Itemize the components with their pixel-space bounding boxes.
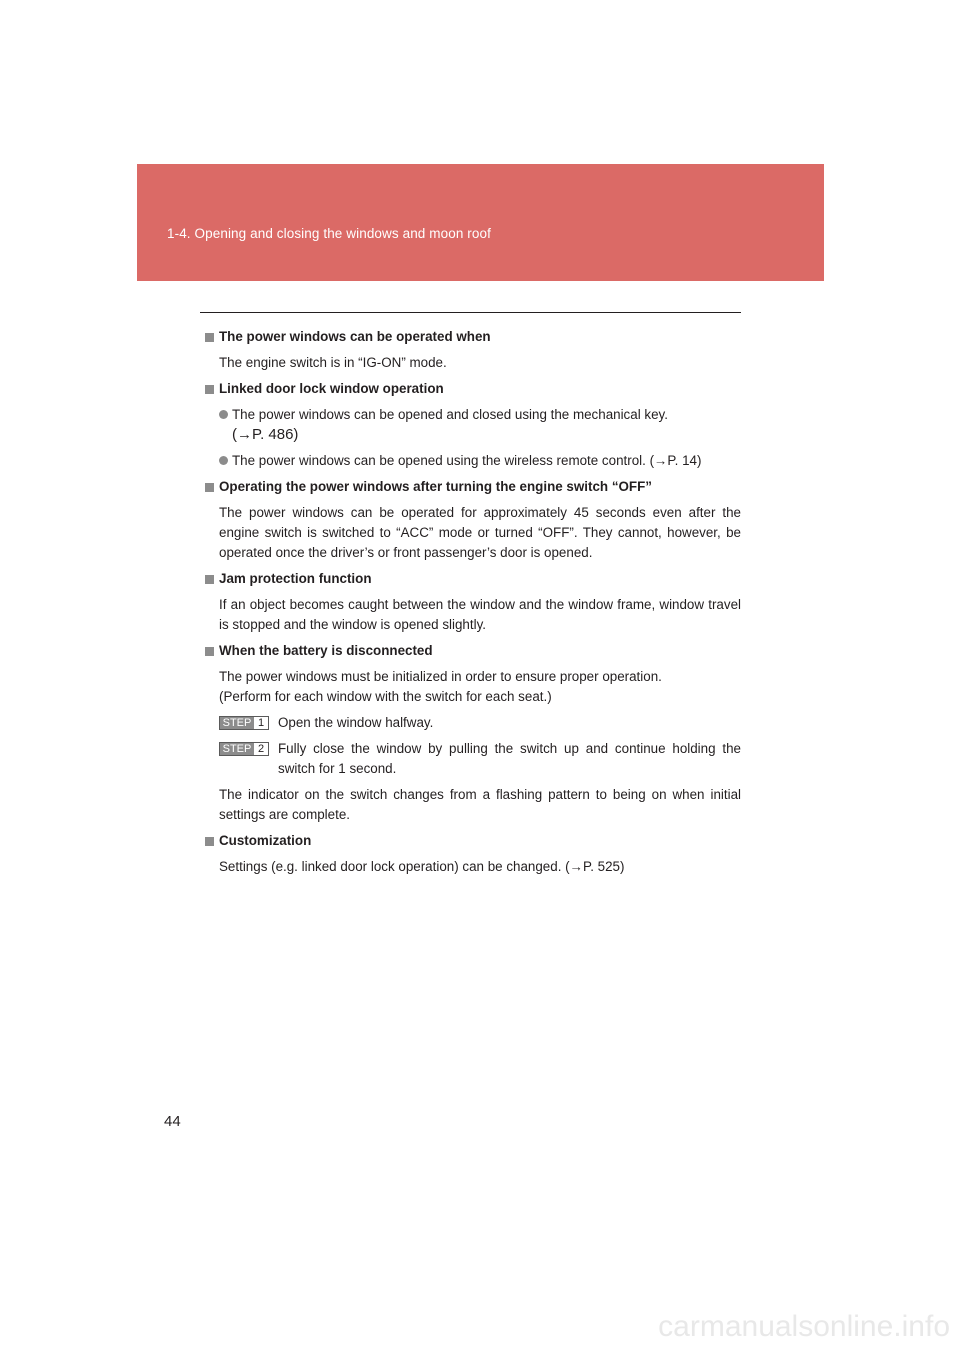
step-badge: STEP 2 bbox=[219, 742, 269, 756]
paragraph: Settings (e.g. linked door lock operation) can be changed. (→P. 525) bbox=[219, 859, 625, 874]
heading-after-engine-off: Operating the power windows after turning the engine switch “OFF” bbox=[205, 477, 741, 497]
page-reference-link[interactable]: (→P. 486) bbox=[232, 426, 299, 443]
heading-linked-door-lock: Linked door lock window operation bbox=[205, 379, 741, 399]
step-badge: STEP 1 bbox=[219, 716, 269, 730]
heading-customization: Customization bbox=[205, 831, 741, 851]
paragraph: The indicator on the switch changes from a flashing pattern to being on when initial settings are complete. bbox=[219, 787, 741, 822]
list-item: The power windows can be opened using the wireless remote control. (→P. 14) bbox=[219, 451, 741, 471]
heading-battery-disconnected: When the battery is disconnected bbox=[205, 641, 741, 661]
square-bullet-icon bbox=[205, 333, 214, 342]
divider-rule bbox=[200, 312, 741, 313]
list-item: The power windows can be opened and closed using the mechanical key. (→P. 486) bbox=[219, 405, 741, 445]
square-bullet-icon bbox=[205, 575, 214, 584]
square-bullet-icon bbox=[205, 837, 214, 846]
circle-bullet-icon bbox=[219, 410, 228, 419]
square-bullet-icon bbox=[205, 483, 214, 492]
heading-jam-protection: Jam protection function bbox=[205, 569, 741, 589]
square-bullet-icon bbox=[205, 647, 214, 656]
section-header-band bbox=[137, 164, 824, 281]
paragraph: The power windows must be initialized in order to ensure proper operation. (Perform for each window with the switch for each seat.) bbox=[219, 669, 662, 704]
step-item: STEP 2 Fully close the window by pulling the switch up and continue holding the switch for 1 second. bbox=[219, 739, 741, 779]
page-number: 44 bbox=[164, 1113, 181, 1130]
paragraph: The engine switch is in “IG-ON” mode. bbox=[219, 355, 447, 370]
square-bullet-icon bbox=[205, 385, 214, 394]
circle-bullet-icon bbox=[219, 456, 228, 465]
step-item: STEP 1 Open the window halfway. bbox=[219, 713, 741, 733]
page-content bbox=[205, 327, 741, 877]
paragraph: If an object becomes caught between the window and the window frame, window travel is stopped and the window is opened slightly. bbox=[219, 597, 741, 632]
heading-operated-when: The power windows can be operated when bbox=[205, 327, 741, 347]
section-title: 1-4. Opening and closing the windows and moon roof bbox=[167, 226, 491, 241]
paragraph: The power windows can be operated for approximately 45 seconds even after the engine switch is switched to “ACC” mode or turned “OFF”. They cannot, however, be operated once the driver’s or front passenger’s door is opened. bbox=[219, 505, 741, 560]
watermark: carmanualsonline.info bbox=[658, 1310, 950, 1343]
